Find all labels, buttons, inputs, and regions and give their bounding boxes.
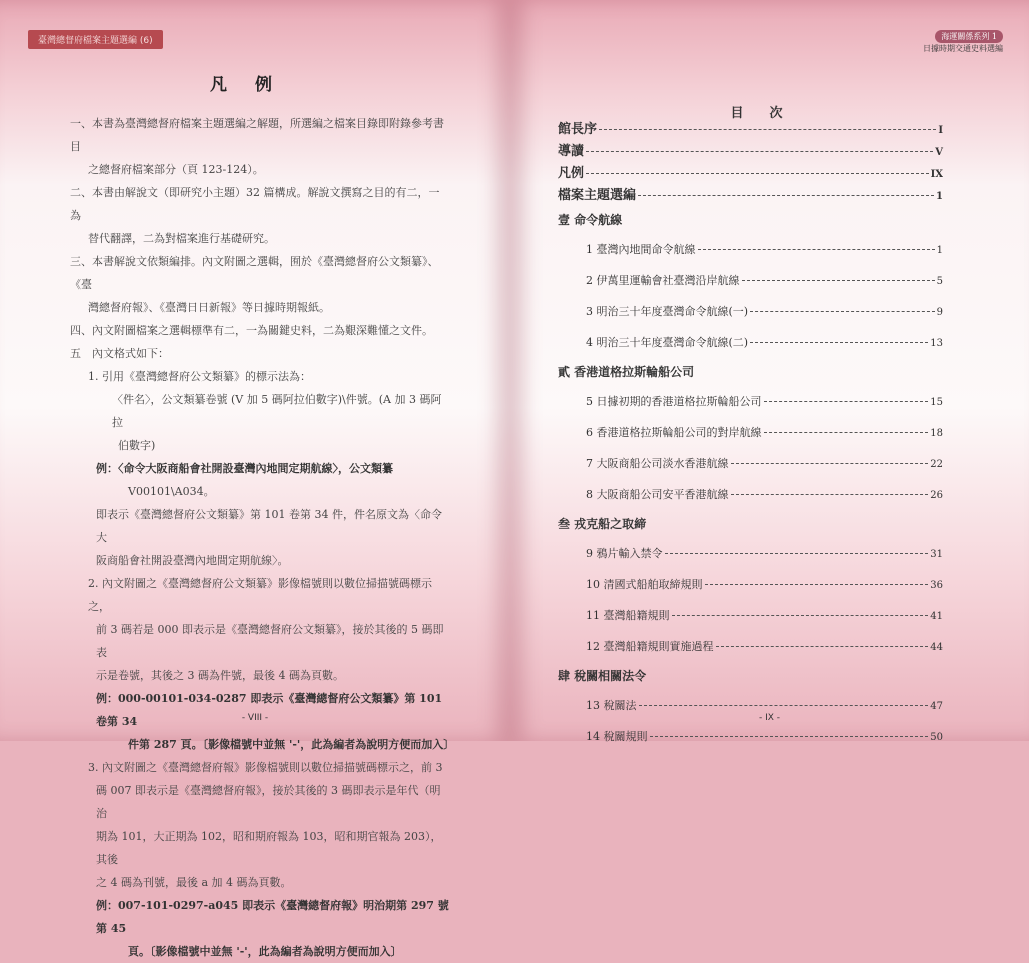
toc-page: 50 xyxy=(930,732,943,743)
toc-label: 4 明治三十年度臺灣命令航線(二) xyxy=(586,336,749,349)
toc-page: 44 xyxy=(930,642,943,653)
text-line: 四、內文附圖檔案之選輯標準有二，一為關鍵史料，二為艱深難懂之文件。 xyxy=(70,324,433,337)
text-line: 三、本書解說文依類編排。內文附圖之選輯，囿於《臺灣總督府公文類纂》、《臺 xyxy=(70,255,439,291)
leader-dots xyxy=(638,195,934,196)
page-number: - IX - xyxy=(758,713,781,723)
toc-entry[interactable] xyxy=(558,538,943,569)
toc-label: 館長序 xyxy=(558,122,598,137)
leader-dots xyxy=(731,463,929,464)
toc-page: 5 xyxy=(936,276,943,287)
toc-label: 10 清國式船舶取締規則 xyxy=(586,578,703,591)
toc-page: 15 xyxy=(930,397,943,408)
toc-label: 凡例 xyxy=(558,166,585,181)
toc-entry[interactable] xyxy=(558,265,943,296)
toc-entry[interactable] xyxy=(558,184,943,206)
toc-entry[interactable] xyxy=(558,140,943,162)
toc-label: 1 臺灣內地間命令航線 xyxy=(586,243,696,256)
page-number: - VIII - xyxy=(241,713,269,723)
toc-label: 檔案主題選編 xyxy=(558,188,637,203)
toc-page: 41 xyxy=(930,611,943,622)
text-line: 替代翻譯，二為對檔案進行基礎研究。 xyxy=(88,232,275,245)
leader-dots xyxy=(705,584,929,585)
toc-entry[interactable] xyxy=(558,327,943,358)
toc-page: 18 xyxy=(930,428,943,439)
toc-entry[interactable] xyxy=(558,721,943,752)
series-tag: 海運關係系列 1 xyxy=(935,30,1003,43)
toc-section: 叁 戎克船之取締 xyxy=(558,517,647,531)
text-line: 之 4 碼為刊號，最後 a 加 4 碼為頁數。 xyxy=(96,876,292,889)
leader-dots xyxy=(665,553,929,554)
text-line: 3. 內文附圖之《臺灣總督府報》影像檔號則以數位掃描號碼標示之，前 3 xyxy=(88,761,443,774)
series-title: 日據時期交通史料選編 xyxy=(923,44,1003,53)
toc-section: 壹 命令航線 xyxy=(558,213,623,227)
toc-page: 9 xyxy=(936,307,943,318)
toc-page: 22 xyxy=(930,459,943,470)
toc-section: 貳 香港道格拉斯輪船公司 xyxy=(558,365,695,379)
toc-label: 11 臺灣船籍規則 xyxy=(586,609,670,622)
series-banner: 臺灣總督府檔案主題選編 (6) xyxy=(28,30,163,49)
text-line: 五 內文格式如下： xyxy=(70,347,169,360)
toc-page: 31 xyxy=(930,549,943,560)
toc-page: 26 xyxy=(930,490,943,501)
toc-page: 1 xyxy=(936,245,943,256)
leader-dots xyxy=(742,280,935,281)
text-line: 例：000-00101-034-0287 即表示《臺灣總督府公文類纂》第 101 卷第 34 xyxy=(96,692,443,728)
text-line: 伯數字) xyxy=(118,439,156,452)
toc-title: 目次 xyxy=(730,106,809,121)
toc-entry[interactable] xyxy=(558,386,943,417)
toc-page: 36 xyxy=(930,580,943,591)
leader-dots xyxy=(639,705,929,706)
series-header xyxy=(923,30,1003,54)
leader-dots xyxy=(750,311,935,312)
toc-entry[interactable] xyxy=(558,417,943,448)
toc-entry[interactable] xyxy=(558,234,943,265)
text-line: 二、本書由解說文（即研究小主題）32 篇構成。解說文撰寫之目的有二，一為 xyxy=(70,186,440,222)
leader-dots xyxy=(698,249,935,250)
text-line: 前 3 碼若是 000 即表示是《臺灣總督府公文類纂》，接於其後的 5 碼即表 xyxy=(96,623,444,659)
toc-entry[interactable] xyxy=(558,162,943,184)
toc-entry[interactable] xyxy=(558,118,943,140)
toc-label: 導讀 xyxy=(558,144,585,159)
text-line: 阪商船會社開設臺灣內地間定期航線〉。 xyxy=(96,554,289,567)
leader-dots xyxy=(764,432,929,433)
toc-entry[interactable] xyxy=(558,569,943,600)
leader-dots xyxy=(650,736,929,737)
conventions-text xyxy=(70,112,455,963)
toc-label: 12 臺灣船籍規則實施過程 xyxy=(586,640,714,653)
text-line: 碼 007 即表示是《臺灣總督府報》，接於其後的 3 碼即表示是年代（明治 xyxy=(96,784,441,820)
text-line: V00101\A034。 xyxy=(128,485,215,498)
toc-label: 13 稅關法 xyxy=(586,699,637,712)
text-line: 灣總督府報》、《臺灣日日新報》等日據時期報紙。 xyxy=(88,301,330,314)
toc-label: 2 伊萬里運輸會社臺灣沿岸航線 xyxy=(586,274,740,287)
leader-dots xyxy=(750,342,928,343)
toc-label: 14 稅關規則 xyxy=(586,730,648,743)
right-page xyxy=(510,0,1029,741)
toc-label: 3 明治三十年度臺灣命令航線(一) xyxy=(586,305,749,318)
leader-dots xyxy=(731,494,929,495)
text-line: 例：〈命令大阪商船會社開設臺灣內地間定期航線〉，公文類纂 xyxy=(96,462,393,475)
leader-dots xyxy=(764,401,929,402)
toc-page: 47 xyxy=(930,701,943,712)
toc-entry[interactable] xyxy=(558,448,943,479)
table-of-contents xyxy=(558,118,943,752)
leader-dots xyxy=(672,615,929,616)
text-line: 示是卷號，其後之 3 碼為件號，最後 4 碼為頁數。 xyxy=(96,669,344,682)
toc-label: 6 香港道格拉斯輪船公司的對岸航線 xyxy=(586,426,762,439)
text-line: 件第 287 頁。〔影像檔號中並無 '-'，此為編者為說明方便而加入〕 xyxy=(128,738,455,751)
text-line: 例：007-101-0297-a045 即表示《臺灣總督府報》明治期第 297 號第 45 xyxy=(96,899,449,935)
toc-page: I xyxy=(938,125,943,136)
toc-page: 1 xyxy=(936,191,943,202)
left-page xyxy=(0,0,510,958)
text-line: 即表示《臺灣總督府公文類纂》第 101 卷第 34 件，件名原文為〈命令大 xyxy=(96,508,442,544)
page-title: 凡例 xyxy=(210,75,300,95)
text-line: 一、本書為臺灣總督府檔案主題選編之解題，所選編之檔案目錄即附錄參考書目 xyxy=(70,117,444,153)
text-line: 1. 引用《臺灣總督府公文類纂》的標示法為： xyxy=(88,370,311,383)
text-line: 之總督府檔案部分（頁 123-124）。 xyxy=(88,163,264,176)
toc-label: 9 鴉片輸入禁令 xyxy=(586,547,663,560)
leader-dots xyxy=(716,646,929,647)
leader-dots xyxy=(586,151,933,152)
toc-label: 5 日據初期的香港道格拉斯輪船公司 xyxy=(586,395,762,408)
toc-entry[interactable] xyxy=(558,479,943,510)
text-line: 頁。〔影像檔號中並無 '-'，此為編者為說明方便而加入〕 xyxy=(128,945,402,958)
text-line: 2. 內文附圖之《臺灣總督府公文類纂》影像檔號則以數位掃描號碼標示之， xyxy=(88,577,432,613)
toc-page: 13 xyxy=(930,338,943,349)
toc-label: 7 大阪商船公司淡水香港航線 xyxy=(586,457,729,470)
text-line: 〈件名〉，公文類纂卷號 (V 加 5 碼阿拉伯數字)\件號。(A 加 3 碼阿拉 xyxy=(112,393,442,429)
toc-label: 8 大阪商船公司安平香港航線 xyxy=(586,488,729,501)
toc-section: 肆 稅關相關法令 xyxy=(558,669,647,683)
leader-dots xyxy=(599,129,936,130)
leader-dots xyxy=(586,173,929,174)
text-line: 期為 101，大正期為 102，昭和期府報為 103，昭和期官報為 203），其後 xyxy=(96,830,442,866)
toc-entry[interactable] xyxy=(558,631,943,662)
toc-entry[interactable] xyxy=(558,600,943,631)
toc-page: IX xyxy=(930,169,943,180)
toc-page: V xyxy=(935,147,943,158)
toc-entry[interactable] xyxy=(558,296,943,327)
